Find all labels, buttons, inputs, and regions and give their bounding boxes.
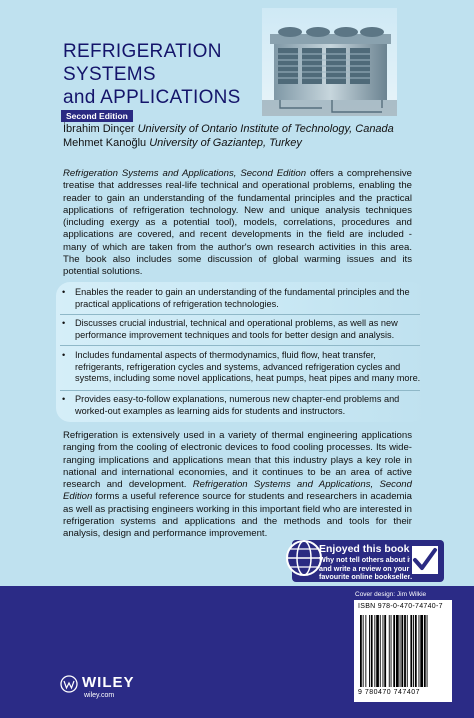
feature-bullet	[62, 318, 422, 341]
feature-bullet-text: Enables the reader to gain an understanding of the fundamental principles and the practical applications of refrigeration technologies.	[75, 287, 410, 309]
author-2-affiliation: University of Gaziantep, Turkey	[149, 137, 302, 149]
promo-line-2: and write a review on your	[319, 563, 410, 573]
isbn-text: ISBN 978-0-470-74740-7	[358, 603, 443, 610]
publisher-name: WILEY	[82, 674, 135, 691]
feature-bullet-text: Discusses crucial industrial, technical and operational problems, as well as new performance improvement techniques and tools for better design and analysis.	[75, 318, 398, 340]
author-1	[63, 123, 394, 135]
bullet-icon: •	[62, 287, 66, 297]
promo-text	[319, 556, 412, 582]
intro-text: offers a comprehensive treatise that addresses real-life technical and operational problems, enabling the reader to gain an understanding of the fundamental principles and the practical applications of refrigeration technology. New and unique analysis techniques (including exergy as a potential tool), models, correlations, procedures and applications are covered, and recent developments in the field are included - many of which are taken from the author's own research activities in this area. The book also includes some discussion of global warming issues and its potential solutions.	[63, 168, 412, 278]
barcode	[360, 615, 446, 687]
divider	[60, 345, 420, 346]
author-1-affiliation: University of Ontario Institute of Technology, Canada	[137, 123, 394, 135]
feature-bullet-text: Includes fundamental aspects of thermodynamics, fluid flow, heat transfer, refrigerants, refrigeration cycles and systems, advanced refrigeration cycles and systems, including some novel applications, heat pumps, heat pipes and many more.	[75, 350, 421, 384]
author-2-name: Mehmet Kanoğlu	[63, 137, 147, 149]
description-text-1: Refrigeration is extensively used in a variety of thermal engineering applications ranging from the cooling of electronic devices to food cooling processes. Its wide-ranging implications and applications mean that this industry plays a key role in national and international economies, and it continues to be an area of active research and development.	[63, 430, 412, 491]
promo-heading: Enjoyed this book?	[319, 543, 416, 555]
feature-bullet-text: Provides easy-to-follow explanations, numerous new chapter-end problems and worked-out examples as learning aids for students and instructors.	[75, 394, 400, 416]
promo-line-3: favourite online bookseller.	[319, 572, 413, 582]
feature-bullet	[62, 287, 422, 310]
bullet-icon: •	[62, 394, 66, 404]
description-paragraph	[63, 430, 412, 541]
barcode-digits: 9 780470 747407	[358, 689, 420, 696]
bullet-icon: •	[62, 350, 66, 360]
author-1-name: İbrahim Dinçer	[63, 123, 135, 135]
review-promo	[292, 540, 444, 582]
feature-bullet	[62, 394, 422, 417]
description-title-italic: Refrigeration Systems and Applications, Second Edition	[63, 479, 412, 503]
checkmark-icon	[410, 544, 440, 576]
wiley-logo-icon	[60, 675, 78, 693]
cover-design-credit: Cover design: Jim Wilkie	[355, 591, 427, 598]
book-title	[63, 40, 241, 109]
cooling-tower-image	[262, 8, 397, 116]
divider	[60, 314, 420, 315]
intro-title-italic: Refrigeration Systems and Applications, Second Edition	[63, 168, 307, 179]
title-line-2: SYSTEMS	[63, 64, 156, 85]
divider	[60, 390, 420, 391]
author-2	[63, 137, 302, 149]
publisher-url: wiley.com	[84, 692, 115, 699]
title-line-1: REFRIGERATION	[63, 41, 222, 62]
barcode-panel	[354, 600, 452, 702]
title-line-3: and APPLICATIONS	[63, 87, 241, 108]
description-text-2: forms a useful reference source for students and researchers in academia as well as practising engineers working in this important field who are interested in refrigeration systems and applications and the methods and tools for their analysis, design and performance improvement.	[63, 491, 412, 540]
promo-line-1: Why not tell others about it	[319, 555, 412, 564]
globe-icon	[284, 538, 324, 578]
edition-badge: Second Edition	[61, 110, 133, 122]
feature-bullet	[62, 350, 422, 385]
bullet-icon: •	[62, 318, 66, 328]
intro-paragraph	[63, 168, 412, 279]
